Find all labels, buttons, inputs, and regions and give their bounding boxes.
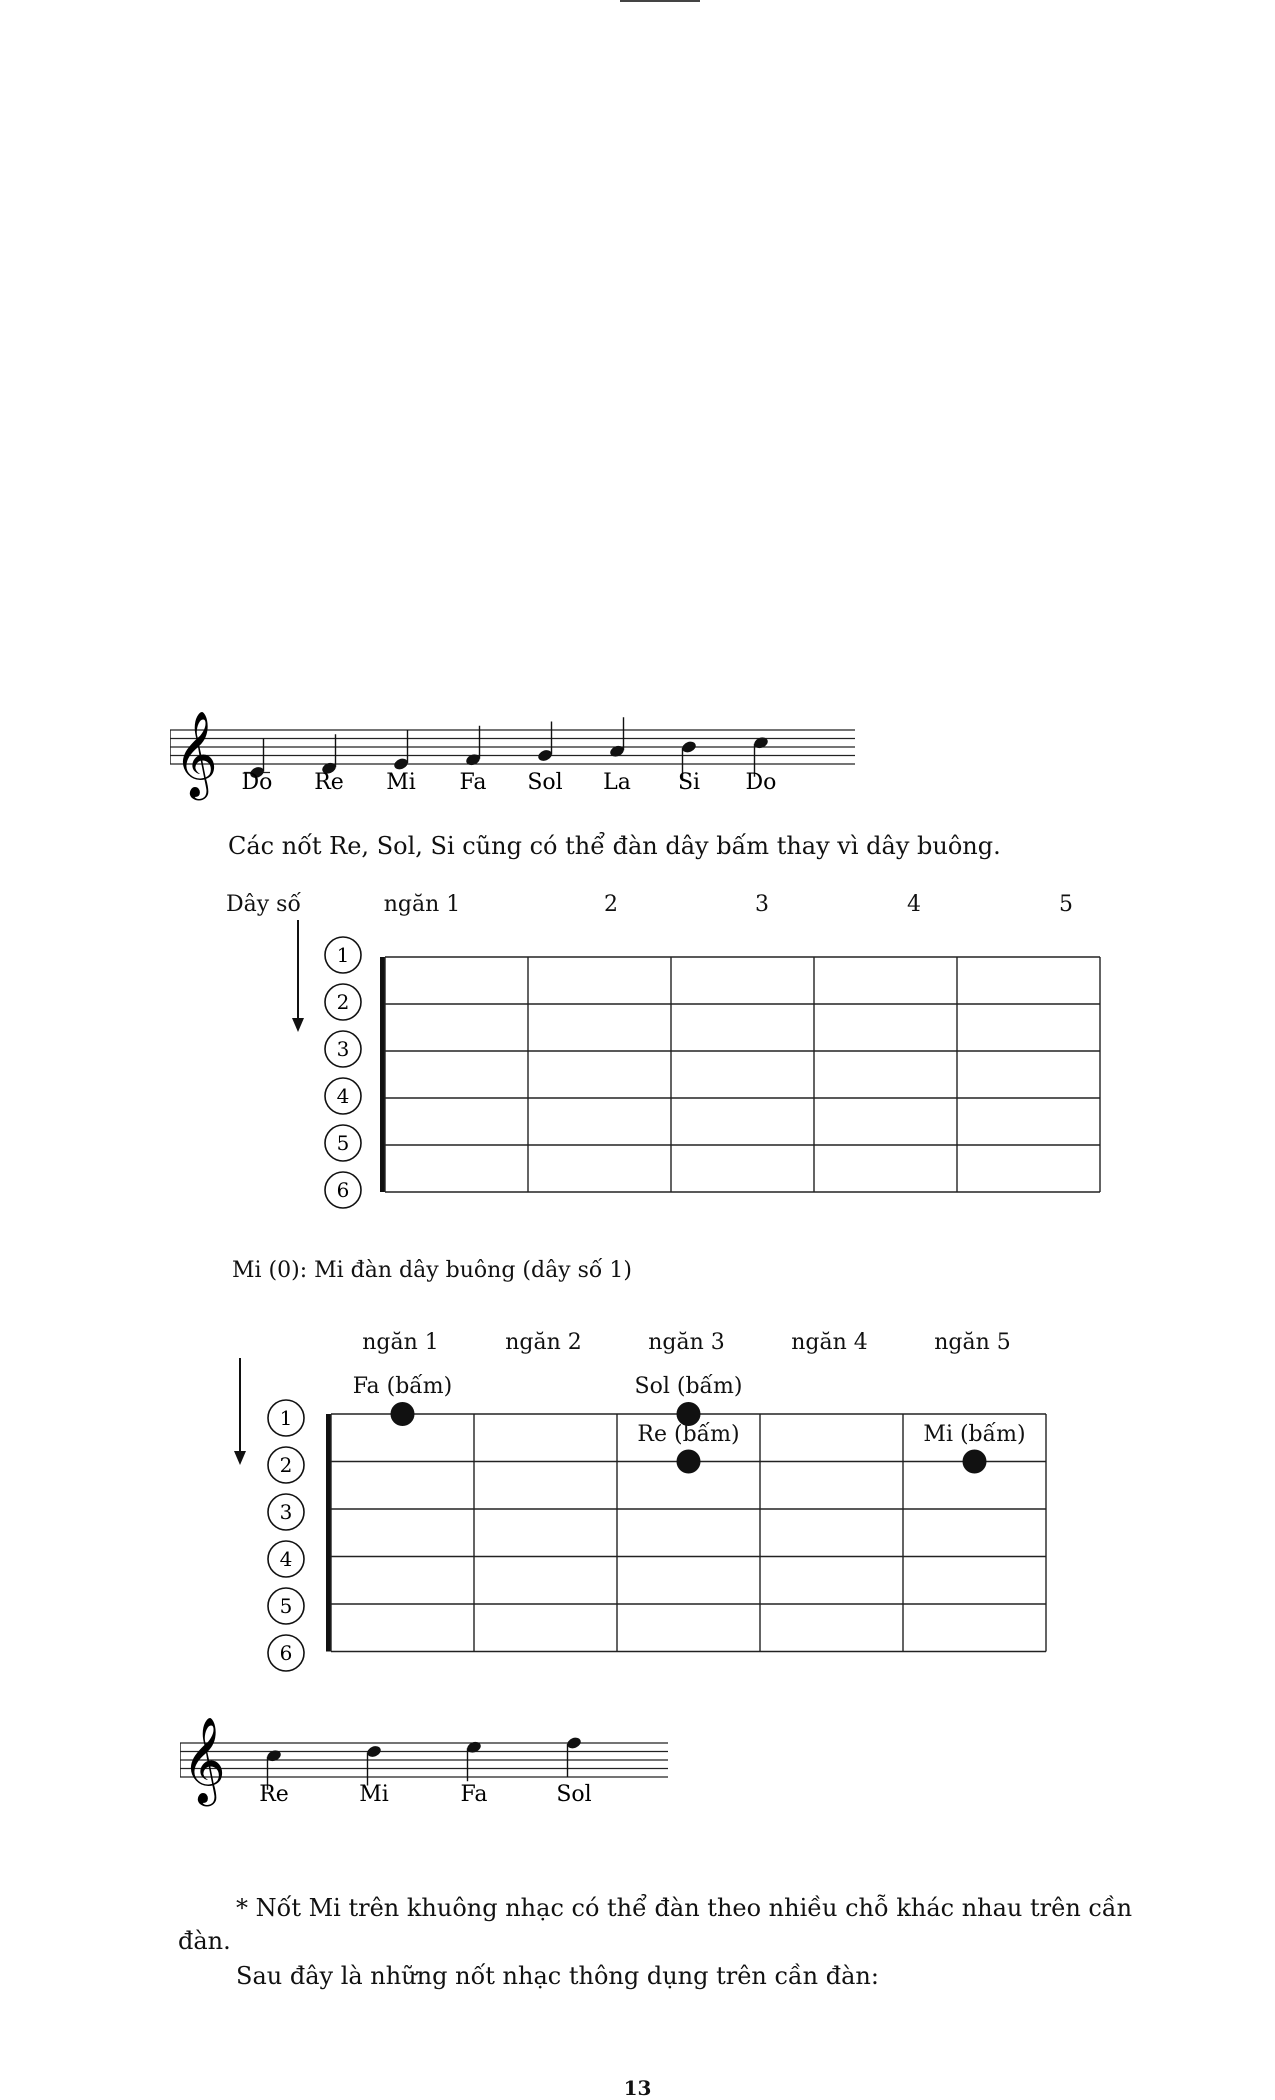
string-number-header: Dây số bbox=[226, 892, 301, 917]
string-number-6 bbox=[268, 1635, 304, 1671]
svg-text:6: 6 bbox=[336, 1178, 350, 1202]
note-label: Fa bbox=[460, 1782, 488, 1807]
string-number-2 bbox=[325, 984, 361, 1020]
staff-note bbox=[678, 740, 700, 795]
closing-sentence: Sau đây là những nốt nhạc thông dụng trên cần đàn: bbox=[236, 1962, 879, 1990]
svg-text:1: 1 bbox=[336, 943, 350, 967]
note-label: La bbox=[603, 770, 631, 795]
svg-text:2: 2 bbox=[279, 1453, 293, 1477]
note-paragraph: * Nốt Mi trên khuông nhạc có thể đàn theo nhiều chỗ khác nhau trên cần đàn. bbox=[178, 1894, 1133, 1955]
svg-text:5: 5 bbox=[279, 1594, 293, 1618]
finger-position-label: Fa (bấm) bbox=[352, 1374, 453, 1399]
finger-dot bbox=[963, 1450, 987, 1474]
sentence-re-sol-si: Các nốt Re, Sol, Si cũng có thể đàn dây bấm thay vì dây buông. bbox=[228, 832, 1001, 860]
svg-text:4: 4 bbox=[279, 1547, 293, 1571]
fret-header: 3 bbox=[755, 892, 769, 917]
fret-header: ngăn 3 bbox=[648, 1330, 725, 1355]
treble-clef-icon: 𝄞 bbox=[174, 711, 218, 797]
string-number-1 bbox=[268, 1400, 304, 1436]
finger-position-label: Sol (bấm) bbox=[634, 1374, 743, 1399]
note-label: Do bbox=[241, 770, 273, 795]
nut bbox=[326, 1414, 331, 1652]
note-label: Re bbox=[259, 1782, 289, 1807]
note-label: Sol bbox=[527, 770, 563, 795]
staff-scale-c-major bbox=[170, 700, 870, 810]
staff-note bbox=[746, 735, 777, 795]
string-number-4 bbox=[268, 1541, 304, 1577]
finger-position-label: Re (bấm) bbox=[637, 1421, 740, 1447]
fret-header: ngăn 1 bbox=[362, 1330, 439, 1355]
string-number-3 bbox=[268, 1494, 304, 1530]
fretboard-diagram-1 bbox=[290, 920, 1110, 1220]
staff-note bbox=[259, 1748, 289, 1807]
finger-dot bbox=[677, 1450, 701, 1474]
staff-note bbox=[603, 717, 631, 795]
string-number-3 bbox=[325, 1031, 361, 1067]
svg-text:6: 6 bbox=[279, 1641, 293, 1665]
fretboard-diagram-2 bbox=[225, 1355, 1070, 1690]
staff-note bbox=[359, 1744, 389, 1807]
staff-note bbox=[314, 734, 344, 795]
fret-header: ngăn 1 bbox=[383, 892, 461, 917]
finger-position-label: Mi (bấm) bbox=[923, 1421, 1026, 1447]
note-label: Sol bbox=[556, 1782, 592, 1807]
treble-clef-icon: 𝄞 bbox=[182, 1717, 226, 1803]
staff-note bbox=[461, 1740, 488, 1807]
fret-header: 4 bbox=[907, 892, 921, 917]
nut bbox=[380, 957, 385, 1192]
staff-note bbox=[556, 1736, 591, 1807]
sentence-mi-open-string: Mi (0): Mi đàn dây buông (dây số 1) bbox=[232, 1258, 632, 1283]
top-edge-line bbox=[620, 0, 700, 2]
staff-re-mi-fa-sol bbox=[180, 1705, 680, 1815]
svg-text:5: 5 bbox=[336, 1131, 350, 1155]
fret-header: ngăn 5 bbox=[934, 1330, 1011, 1355]
note-label: Mi bbox=[359, 1782, 389, 1807]
string-number-5 bbox=[268, 1588, 304, 1624]
svg-text:4: 4 bbox=[336, 1084, 350, 1108]
svg-text:3: 3 bbox=[279, 1500, 293, 1524]
page-number: 13 bbox=[623, 2076, 652, 2100]
note-label: Mi bbox=[386, 770, 416, 795]
note-label: Fa bbox=[459, 770, 487, 795]
string-number-2 bbox=[268, 1447, 304, 1483]
staff-note bbox=[460, 726, 487, 795]
svg-text:3: 3 bbox=[336, 1037, 350, 1061]
string-number-5 bbox=[325, 1125, 361, 1161]
fret-header: ngăn 2 bbox=[505, 1330, 582, 1355]
svg-text:2: 2 bbox=[336, 990, 350, 1014]
finger-dot bbox=[391, 1402, 415, 1426]
note-label: Si bbox=[677, 770, 701, 795]
svg-text:1: 1 bbox=[279, 1406, 293, 1430]
staff-note bbox=[527, 722, 562, 796]
fret-header: 5 bbox=[1059, 892, 1073, 917]
note-label: Re bbox=[314, 770, 344, 795]
string-number-6 bbox=[325, 1172, 361, 1208]
fret-header: ngăn 4 bbox=[791, 1330, 868, 1355]
staff-note bbox=[386, 730, 416, 795]
string-number-1 bbox=[325, 937, 361, 973]
string-number-4 bbox=[325, 1078, 361, 1114]
fret-header: 2 bbox=[604, 892, 618, 917]
note-label: Do bbox=[745, 770, 777, 795]
